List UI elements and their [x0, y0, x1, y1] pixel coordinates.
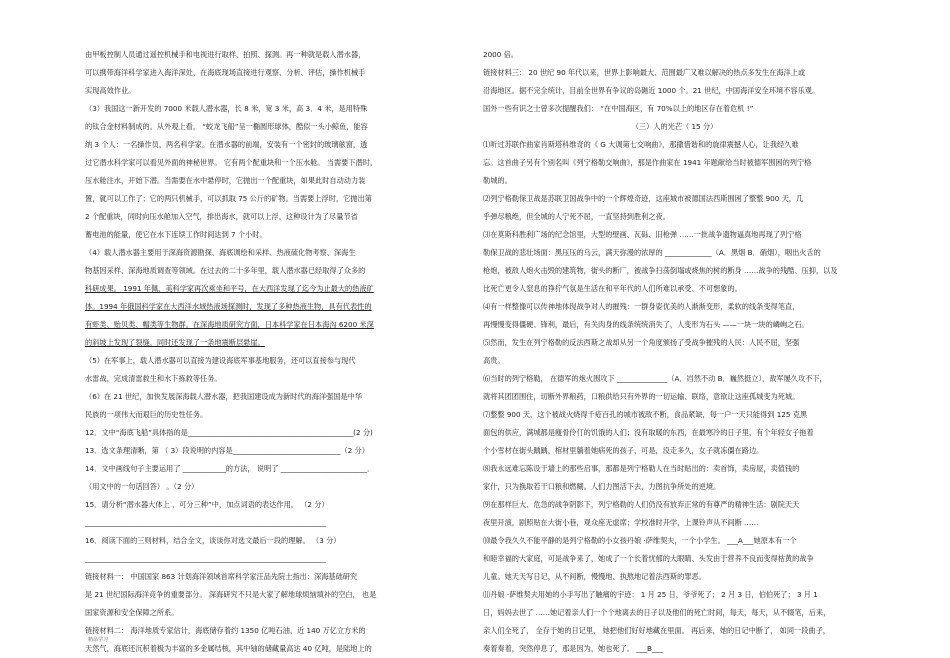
text-line: ⑹当时的列宁格勒， 在德军的炮火围攻下 ______________（A．岿然不动 B．巍然挺立），敌军屡久攻不下， — [483, 374, 827, 383]
text-line: 有虾类、贻贝类、帽类等生物群。在深海地质研究方面，日本科学家在日本海沟 6200 米深 — [85, 320, 374, 329]
text-line: 天然气，海底还沉积着极为丰富的多金属结核，其中铀的储藏量高达 40 亿吨，是陆地上的 — [85, 644, 372, 653]
text-line: 再慢慢变得僵硬、锋利，最后，有关肉身的线条统统消失了，人变形为石头 ——一块一块的嶙峋之石。 — [483, 320, 809, 329]
text-line: 16．阅读下面的三则材料，结合全文，谈谈你对选文最后一段的理解。 （3 分） — [85, 536, 341, 545]
text-line: （用文中的一句话回答） 。（2 分） — [85, 482, 199, 491]
text-line: 国外一些有识之士曾多次提醒我们： “在中国海区，有 70%以上的地区存在着危机 !” — [483, 104, 754, 113]
text-line: ⑷有一样整像可以传神地体现战争对人的摧残：一群身姿优美的人渐渐变形，柔软的线条变得笔直， — [483, 302, 800, 311]
text-line: 高贵。 — [483, 356, 505, 365]
text-line: 2000 倍。 — [483, 50, 518, 59]
text-line: ⑶在莫斯科胜利广场的纪念馆里，大型的壁画、瓦砾、旧枪弹 ……一批战争遗物逼真地再现了列宁格 — [483, 230, 802, 239]
text-line: （5）在军事上，载人潜水器可以直接为建设海底军事基地服务，还可以直接参与现代 — [85, 356, 356, 365]
text-line: 勒城的。 — [483, 176, 512, 185]
text-line: 15．请分析“潜水器大体上 ，可分三种”中，加点词语的表达作用。 （2 分） — [85, 500, 329, 509]
text-line: 的钛合金材料制成的。从外观上看， “蛟龙飞船”呈一椭圆形球体，酷似一头小鲸鱼，能容 — [85, 122, 368, 131]
text-line: ⑼在那样巨大、危急的战争阴影下，列宁格勒的人们仍没有放弃正常的有尊严的精神生活：剧院天天 — [483, 500, 800, 509]
text-line: 过它潜水科学家可以看见外面的神秘世界。 它有两个配重块和一个压水舱。 当需要下潜时， — [85, 158, 378, 167]
text-line: 蓄电池的能量，使它在水下连续工作时间达到 7 个小时。 — [85, 230, 267, 239]
text-line: 13．选文条理清晰，第 （ 3）段说明的内容是______________________________（2 分） — [85, 446, 369, 455]
text-line: （三）人的光芒（ 15 分） — [631, 122, 718, 131]
text-line: ⑻我永远难忘陈设于墙上的那些启事，那都是列宁格勒人在当时贴出的：卖首饰，卖房屋，卖值钱的 — [483, 464, 800, 473]
text-line: 是 21 世纪国际海洋竞争的重要部分。 深海研究不只是大家了解地球烦恼填补的空白， 也是 — [85, 590, 377, 599]
text-line: 置，就可以工作了；它的两只机械手，可以抓取 75 公斤的矿物。当需要上浮时，它抛出第 — [85, 194, 372, 203]
text-line: 由甲板控制人员通过遥控机械手和电视进行取样、拍照、探测。再一种就是载人潜水器， — [85, 50, 366, 59]
text-line: 实现高效作业。 — [85, 86, 136, 95]
text-line: ⑸然而，发生在列宁格勒的反法西斯之战却从另一个角度颁扬了受战争摧残的人民：人民不屈，坚强 — [483, 338, 800, 347]
text-line: 科研成果。 1991 年佩、美科学家再次乘坐和平号，在大西洋发现了迄今为止最大的热液矿 — [85, 284, 374, 293]
text-line: 12．文中“海底飞船”具体指的是______________________________________________(2 分) — [85, 428, 373, 437]
text-line: 链接材料一： 中国国家 863 计划海洋领域首席科学家汪品先院士指出：深海基础研究 — [85, 572, 358, 581]
text-line: （3）我国这一新开发的 7000 米载人潜水器，长 8 米，宽 3 米，高 3．4 米，是用特殊 — [85, 104, 368, 113]
text-line: 儿童。她天天写日记，从不间断，慢慢地、执熬地记着法西斯的罪恶。 — [483, 572, 706, 581]
text-line: 就将其团团围住，切断外界粮药，口粮供给只有外界的一切运输、联络，意欲让这座孤城变为死城。 — [483, 392, 800, 401]
text-line: 忘。这首曲子另有个别名叫《列宁格勒交响曲》，那是作曲家在 1941 年题献给当时被德军围困的列宁格 — [483, 158, 812, 167]
text-line: ___________________________________________________________________ — [85, 554, 326, 563]
text-line: 勒保卫战的悲壮场面：黑压压的乌云，满天弥漫的浓厚的 _____________（A．黑烟 B．硝烟），咽出火舌的 — [483, 248, 821, 257]
text-line: ⑴听过苏联作曲家肖斯塔科维奇的《 G 大调第七交响曲》，那撒惜谐和的旋律震撼人心，让我经久难 — [483, 140, 799, 149]
text-line: 个小雪材在街头踽踽，棺材里躺着她病死的孩子，可是，没走多久，女子就冻僵在路边。 — [483, 446, 764, 455]
text-line: 沿海地区。据不完全统计，目前全世界有争议的岛礁近 1000 个。21 世纪，中国海洋安全环境不容乐观。 — [483, 86, 820, 95]
text-line: 家什，只为换取若干口粮和燃糊。人们力图活下去，力图抗争所处的逆境。 — [483, 482, 721, 491]
text-line: 奏着奏着，突然停息了，那是因为，她也死了。 ___B___ — [483, 644, 663, 653]
text-line: 水雷战，完成清雷救生和水下拣救等任务。 — [85, 374, 222, 383]
text-line: 14．文中画线句子主要运用了 ____________的方法， 说明了 ________________________． — [85, 464, 375, 473]
text-line: ⑽最令我久久不能平静的是列宁格勒的小女孩丹娘 ·萨维契夫，一个小学生。 ___A___她原本有一个 — [483, 536, 797, 545]
text-line: 日，妈妈去世了 ……她记着亲人们一个个地离去的日子以及他们的死亡时间，每天，每天，从不辍笔，后来， — [483, 608, 831, 617]
text-line: 民族的一项伟大而艰巨的历史性任务。 — [85, 410, 208, 419]
text-line: 和睦幸福的大家庭，可是战争来了，她成了一个长着忧郁的大眼睛、头发由于营养不良而变得枯黄的战争 — [483, 554, 814, 563]
text-line: 可以携带海洋科学家进入海洋深处，在海底现场直接进行观察、分析、评估，操作机械手 — [85, 68, 366, 77]
text-line: ⑵列宁格勒保卫战是苏联卫国战争中的一个辉煌奇迹，这座城市被德国法西斯围困了整整 900 天，几 — [483, 194, 804, 203]
text-line: 国家资源和安全保障之所系。 — [85, 608, 179, 617]
text-line: 乎弹尽粮绝，但全城的人宁死不屈，一直坚持到胜利之夜。 — [483, 212, 670, 221]
text-line: 物基因采样、深海地质调查等领域。在过去的二十多年里，载人潜水器已经取得了众多的 — [85, 266, 366, 275]
text-line: 比死亡更令人窒息的狰狞气氛是生活在和平年代的人们所难以承受、不可想象的。 — [483, 284, 742, 293]
text-line: ___________________________________________________________________ — [85, 518, 326, 527]
text-line: ⑺整整 900 天，这个被战火烧得千疮百孔的城市被敌不断，食品紧缺，每一户一天只能得到 125 克黑 — [483, 410, 808, 419]
text-line: 面包的供应，满城都是瘦骨伶仃的饥饿的人们；没有取暖的东西，在最寒冷的日子里，有个年轻女子拖着 — [483, 428, 814, 437]
text-line: 的斜坡上发现了裂缝，同时还发现了一条地震断层悬崖。 — [85, 338, 265, 347]
text-line: 体。1994 年俄国科学家在大西洋水域热液场探测时，发现了多种热液生物，具有代表性的 — [85, 302, 372, 311]
text-line: 2 个配重块，同时向压水舱加入空气，排出海水，就可以上浮。这种设计为了尽量节省 — [85, 212, 358, 221]
text-line: 链接材料三： 20 世纪 90 年代以来，世界上影响最大、范围最广又难以解决的热点多发生在海洋上或 — [483, 68, 806, 77]
text-line: 夜里开演，剧照贴在大街小巷，观众座无虚席；学校准时开学，上课铃声从不间断 …… — [483, 518, 759, 527]
page-footer: 精品学习 — [88, 637, 109, 643]
text-line: （6）在 21 世纪，加快发展深海载人潜水器，把我国建设成为新时代的海洋强国是中华 — [85, 392, 363, 401]
text-line: 纳 3 个人：一名操作员，两名科学家。在潜水器的前端，安装有一个密封的玻璃舷窗，透 — [85, 140, 368, 149]
text-line: 亲人们全死了， 全存于她的日记里， 她把他们好好地藏在里面。 再后来，她的日记中断了， 如同一段曲子， — [483, 626, 830, 635]
text-line: ⑾丹娘 ·萨维契夫用她的小手写出了触痛的宇迹： 1 月 25 日，爷爷死了； 2 月 3 日，伯伯死了； 3 月 1 — [483, 590, 818, 599]
text-line: （4）载人潜水器主要用于深海资源勘探、海底调绘和采样、热液硫化物考察、深海生 — [85, 248, 356, 257]
text-line: 枪炮，被敌人炮火击毁的建筑物，街头的断厂，被战争扫荡倒塌或烧焦的树的断身 ……战争的残酷、压抑，以及 — [483, 266, 838, 275]
text-line: 链接材料二： 海洋地质专家估计，海底储存着约 1350 亿吨石油，近 140 万亿立方米的 — [85, 626, 366, 635]
text-line: 压水舱注水，开始下潜。当需要在水中悬停时，它抛出一个配重块，如果此时自动动力装 — [85, 176, 366, 185]
